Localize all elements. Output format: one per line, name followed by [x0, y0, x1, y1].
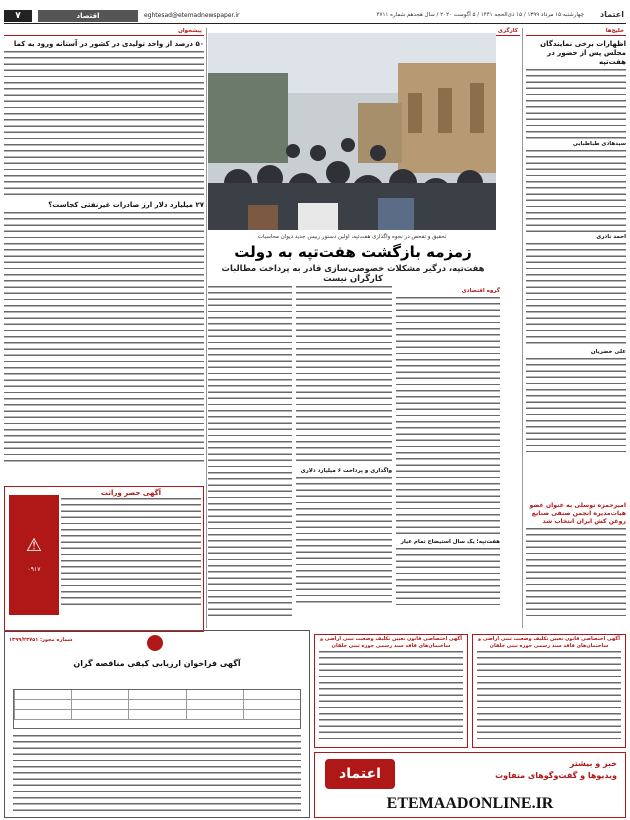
article-text [396, 548, 500, 608]
photo-illustration [208, 33, 496, 230]
main-article-col-1 [396, 286, 500, 626]
registry-ad-1 [472, 634, 626, 748]
promo-url[interactable]: ETEMAADONLINE.IR [386, 795, 554, 812]
main-lead: هفت‌تپه، درگیر مشکلات خصوصی‌سازی قادر به پرداخت مطالبات کارگران نیست [221, 263, 485, 283]
masthead [4, 10, 626, 24]
main-headline-block [210, 242, 496, 283]
article-text [526, 150, 626, 232]
article-text [4, 212, 204, 462]
ad-logo [9, 495, 59, 615]
registry-ad-2 [314, 634, 468, 748]
right-column [526, 38, 626, 498]
right-headline-1: اظهارات برخی نمایندگان مجلس پس از حضور در هفت‌تپه [540, 40, 626, 66]
left-headline-1: ۵۰ درصد از واحد تولیدی در کشور در آستانه ورود به کما [13, 40, 204, 48]
masthead-email[interactable]: eghtesad@etemadnewspaper.ir [144, 12, 240, 19]
right-subhead-3: احمد نادری [596, 234, 626, 240]
alert-icon: ⚠ [25, 535, 43, 556]
column-label-labor: کارگری [497, 28, 518, 34]
tender-text [13, 735, 301, 813]
photo-kicker: تحقیق و تفحص در نحوه واگذاری هفت‌تپه، اولین دستور رییس جدید دیوان محاسبات [257, 234, 447, 240]
promo-line-2: ویدیوها و گفت‌وگوهای متفاوت [495, 771, 617, 780]
tender-ad [4, 630, 310, 818]
article-text [526, 358, 626, 452]
main-article-col-2 [296, 286, 392, 626]
article-text [296, 286, 392, 466]
table-row [14, 690, 300, 700]
main-headline: زمزمه بازگشت هفت‌تپه به دولت [234, 243, 472, 261]
company-logo-icon [147, 635, 163, 651]
left-headline-2: ۲۷ میلیارد دلار ارز صادرات غیرنفتی کجاست؟ [48, 201, 204, 209]
protest-photo [208, 33, 496, 230]
ad-text [477, 651, 621, 741]
column-label-right: خلیج‌ها [526, 28, 626, 36]
website-promo[interactable] [314, 752, 626, 818]
ad-title: آگهی اختصاصی قانون تعیین تکلیف وضعیت ثبتی اراضی و ساختمان‌های فاقد سند رسمی حوزه ثبتی جلفان [320, 636, 462, 649]
article-text [526, 69, 626, 139]
article-text [4, 51, 204, 199]
article-text [296, 477, 392, 607]
article-text [396, 297, 500, 537]
promo-logo: اعتماد [325, 759, 395, 789]
ad-text-area [61, 489, 201, 629]
left-column [4, 38, 204, 482]
article-text [526, 528, 626, 618]
section-label: اقتصاد [38, 10, 138, 22]
ad-text [61, 498, 201, 608]
ad-text [319, 651, 463, 741]
main-subhead-1: واگذاری و پرداخت ۶ میلیارد دلاری [300, 468, 392, 474]
column-label-left: پیشخوان [4, 28, 204, 36]
right-bottom-article [526, 500, 626, 630]
page-number: ۷ [4, 10, 32, 22]
ad-logo-text: ۰۹۱۷ [27, 566, 41, 573]
table-row [14, 710, 300, 720]
right-headline-5: امیرحمزه توسلی به عنوان عضو هیات‌مدیره انجمن صنفی صنایع روغن کش ایران انتخاب شد [529, 502, 626, 525]
ad-title: آگهی حصر وراثت [100, 489, 162, 497]
ad-title: آگهی اختصاصی قانون تعیین تکلیف وضعیت ثبتی اراضی و ساختمان‌های فاقد سند رسمی حوزه ثبتی جلفان [478, 636, 620, 649]
article-text [208, 286, 292, 616]
inheritance-notice-ad [4, 486, 204, 632]
article-text [526, 243, 626, 347]
promo-line-1: خبر و بیشتر [569, 759, 617, 768]
main-article-col-3 [208, 286, 292, 626]
masthead-logo: اعتماد [600, 10, 624, 19]
masthead-date: چهارشنبه ۱۵ مرداد ۱۳۹۹ / ۱۵ ذی‌الحجه ۱۴۴۱ / ۵ آگوست ۲۰۲۰ / سال هجدهم شماره ۴۷۱۱ [376, 12, 584, 18]
right-subhead-4: علی خضریان [590, 349, 626, 355]
tender-title: آگهی فراخوان ارزیابی کیفی مناقصه گران [73, 659, 241, 668]
column-divider [206, 28, 207, 628]
table-row [14, 700, 300, 710]
main-subhead-2: هفت‌تپه؛ یک سال استیضاح تمام عیار [400, 539, 500, 545]
tender-table [13, 689, 301, 729]
right-subhead-2: سیدهادی طباطبایی [572, 141, 626, 147]
tender-number: شماره مجوز: ۱۳۹۹/۲۳۷۵۱ [9, 637, 73, 643]
section-tag: گروه اقتصادی [461, 288, 500, 294]
column-divider [522, 28, 523, 628]
